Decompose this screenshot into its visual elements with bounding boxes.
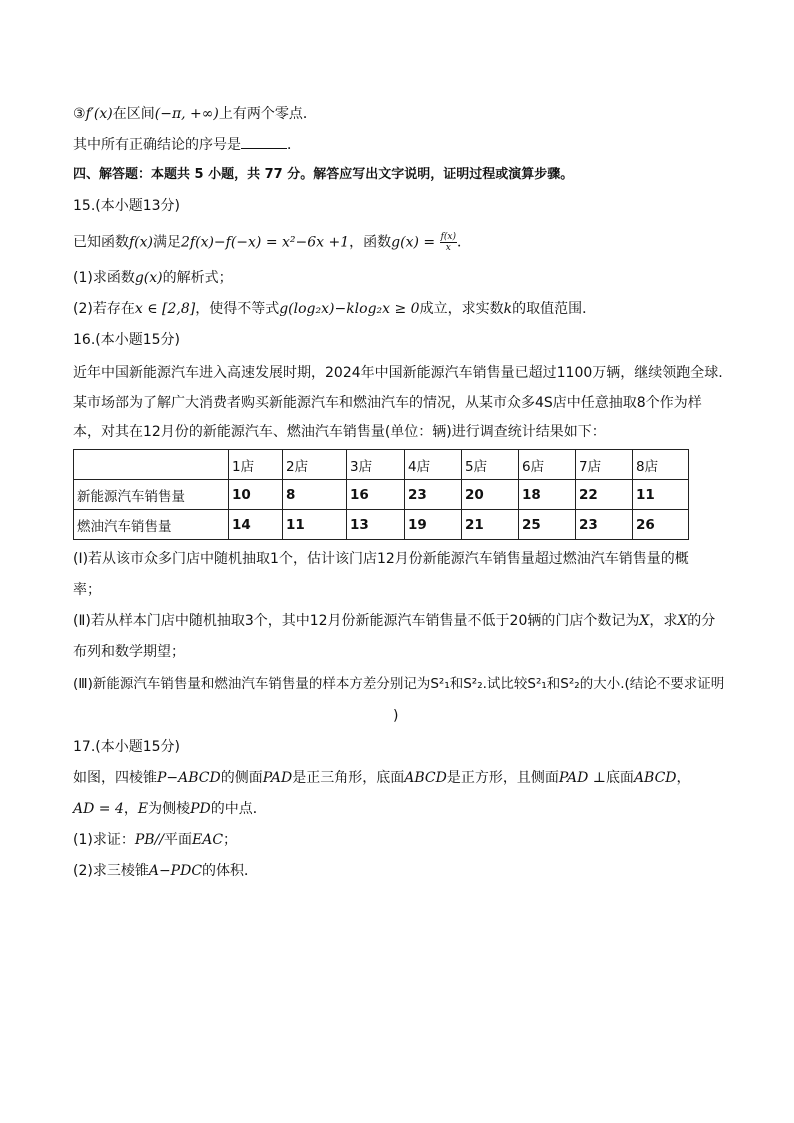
q14-item-3 (73, 104, 317, 124)
sales-table (73, 449, 689, 540)
table-cell: 26 (633, 510, 689, 540)
math-expr: PD (190, 801, 211, 817)
text: 其中所有正确结论的序号是 (73, 137, 241, 153)
text: (2)求三棱锥 (73, 863, 149, 879)
q15-stem (73, 232, 471, 253)
text: ，使得不等式 (195, 301, 280, 317)
text: (2)若存在 (73, 301, 135, 317)
frac-denominator: x (445, 243, 451, 253)
math-expr: f′(x) (85, 106, 113, 122)
math-expr: PAD (262, 770, 293, 786)
table-header-cell: 3店 (347, 450, 405, 480)
section-heading: 四、解答题：本题共 5 小题，共 77 分。解答应写出文字说明，证明过程或演算步骤。 (73, 167, 574, 182)
math-expr: PB// (134, 832, 164, 848)
text: (Ⅱ)若从样本门店中随机抽取3个，其中12月份新能源汽车销售量不低于20辆的门店个数记为 (73, 613, 640, 629)
item-marker: ③ (73, 106, 86, 122)
row-label: 新能源汽车销售量 (74, 480, 229, 510)
text: ，求 (649, 613, 678, 629)
q16-intro-line-1: 近年中国新能源汽车进入高速发展时期，2024年中国新能源汽车销售量已超过1100万辆，继续领跑全球. (73, 365, 723, 381)
text: (1)求证： (73, 832, 135, 848)
math-expr: X (639, 613, 650, 629)
q16-intro-line-3: 本，对其在12月份的新能源汽车、燃油汽车销售量(单位：辆)进行调查统计结果如下： (73, 424, 606, 440)
fraction (440, 232, 457, 253)
q17-stem-line-2 (73, 799, 267, 819)
math-expr: g(x) (134, 270, 163, 286)
q17-header: 17.(本小题15分) (73, 739, 181, 755)
q14-answer-prompt (73, 134, 301, 155)
frac-numerator: f(x) (440, 232, 457, 242)
q16-part1-line-2: 率； (73, 582, 101, 598)
table-cell: 19 (405, 510, 462, 540)
math-expr: (−π, +∞) (154, 106, 219, 122)
table-cell: 23 (576, 510, 633, 540)
text: ； (223, 832, 238, 848)
math-expr: PAD ⊥ (558, 770, 606, 786)
table-header-row (74, 450, 689, 480)
text: 为侧棱 (148, 801, 191, 817)
text: 平面 (164, 832, 192, 848)
text: 底面 (605, 770, 634, 786)
table-cell: 14 (229, 510, 283, 540)
text: 上有两个零点． (218, 106, 317, 122)
math-expr: AD = 4 (73, 801, 124, 817)
table-cell: 21 (462, 510, 519, 540)
text: 是正方形，且侧面 (446, 770, 559, 786)
table-header-cell (74, 450, 229, 480)
table-row (74, 510, 689, 540)
table-cell: 23 (405, 480, 462, 510)
q17-part1 (73, 830, 237, 850)
table-header-cell: 7店 (576, 450, 633, 480)
table-cell: 25 (519, 510, 576, 540)
math-expr: A−PDC (148, 863, 203, 879)
text: 的侧面 (220, 770, 263, 786)
math-expr: ABCD (633, 770, 677, 786)
q16-part2-line-2: 布列和数学期望； (73, 644, 185, 660)
table-cell: 8 (283, 480, 347, 510)
text: 的取值范围． (512, 301, 597, 317)
math-expr: g(log₂x)−klog₂x ≥ 0 (279, 301, 420, 317)
math-expr: 2f(x)−f(−x) = x²−6x +1 (181, 234, 350, 251)
text: 成立，求实数 (419, 301, 504, 317)
text: 的分 (687, 613, 716, 629)
table-cell: 18 (519, 480, 576, 510)
math-expr: X (677, 613, 688, 629)
text: 满足 (153, 234, 182, 251)
table-header-cell: 1店 (229, 450, 283, 480)
q17-part2 (73, 861, 258, 881)
table-header-cell: 2店 (283, 450, 347, 480)
text: 如图，四棱锥 (73, 770, 157, 786)
q16-part2 (73, 611, 715, 631)
table-cell: 22 (576, 480, 633, 510)
text: ， (676, 770, 691, 786)
table-cell: 11 (633, 480, 689, 510)
q15-part2 (73, 299, 596, 319)
q16-header: 16.(本小题15分) (73, 332, 181, 348)
text: (1)求函数 (73, 270, 135, 286)
table-header-cell: 8店 (633, 450, 689, 480)
math-expr: P−ABCD (157, 770, 221, 786)
text: 的中点． (210, 801, 267, 817)
text: ，函数 (349, 234, 392, 251)
text: 已知函数 (73, 234, 129, 251)
q15-header: 15.(本小题13分) (73, 198, 181, 214)
math-expr: k (503, 301, 513, 317)
math-expr: E (137, 801, 149, 817)
text: ． (457, 234, 472, 251)
q16-part3-line-2: ) (393, 708, 399, 724)
q16-intro-line-2: 某市场部为了解广大消费者购买新能源汽车和燃油汽车的情况，从某市众多4S店中任意抽取8个作为样 (73, 395, 702, 411)
q15-part1 (73, 268, 233, 288)
math-expr: f(x) (129, 234, 154, 251)
table-row (74, 480, 689, 510)
table-cell: 20 (462, 480, 519, 510)
table-cell: 13 (347, 510, 405, 540)
table-cell: 16 (347, 480, 405, 510)
text: 是正三角形，底面 (292, 770, 405, 786)
text: ． (287, 137, 301, 153)
answer-blank[interactable] (241, 134, 287, 149)
q16-part1-line-1: (Ⅰ)若从该市众多门店中随机抽取1个，估计该门店12月份新能源汽车销售量超过燃油汽车销售量的概 (73, 551, 689, 567)
row-label: 燃油汽车销售量 (74, 510, 229, 540)
text: 的体积． (202, 863, 259, 879)
math-expr: ABCD (404, 770, 447, 786)
table-cell: 11 (283, 510, 347, 540)
text: 的解析式； (162, 270, 233, 286)
text: 在区间 (112, 106, 155, 122)
math-expr: g(x) = (391, 234, 436, 251)
table-header-cell: 5店 (462, 450, 519, 480)
math-expr: EAC (192, 832, 224, 848)
text: ， (123, 801, 138, 817)
q17-stem-line-1 (73, 768, 691, 788)
math-expr: x ∈ [2,8] (134, 301, 196, 317)
table-cell: 10 (229, 480, 283, 510)
table-header-cell: 6店 (519, 450, 576, 480)
q16-part3-line-1: (Ⅲ)新能源汽车销售量和燃油汽车销售量的样本方差分别记为S²₁和S²₂.试比较S²₁和S²₂的大小.(结论不要求证明 (73, 676, 725, 692)
table-header-cell: 4店 (405, 450, 462, 480)
